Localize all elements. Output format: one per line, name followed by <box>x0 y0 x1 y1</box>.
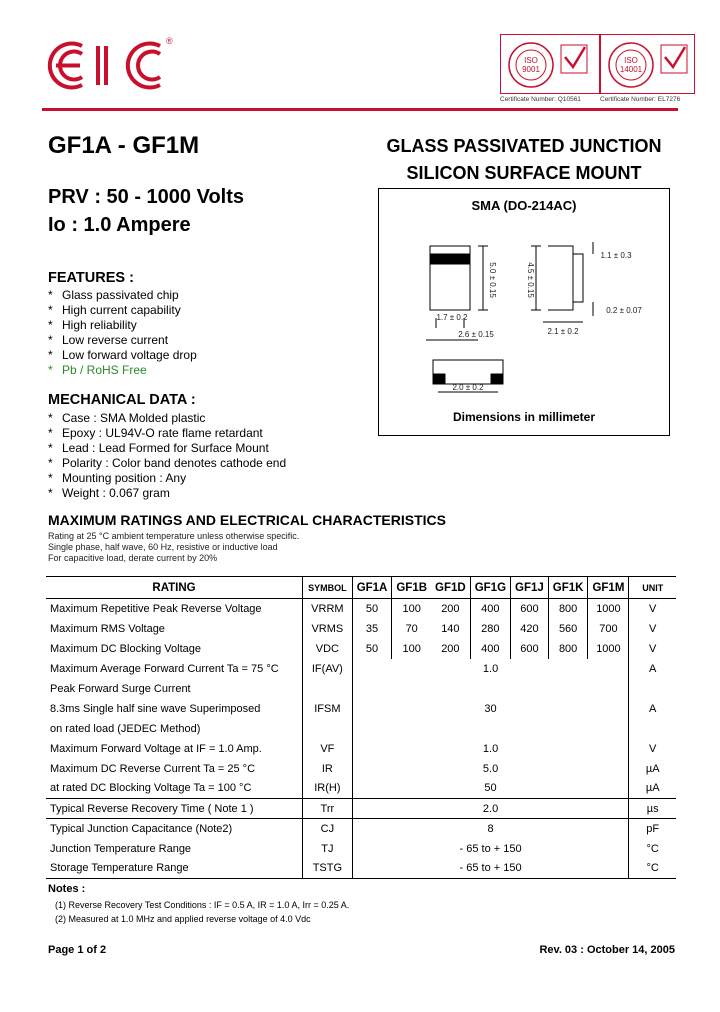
mechanical-list <box>48 411 286 501</box>
column-header: RATING <box>46 577 303 599</box>
list-item: * Weight : 0.067 gram <box>48 486 170 500</box>
list-item: * High current capability <box>48 303 181 317</box>
package-title: SMA (DO-214AC) <box>471 198 577 213</box>
note-item: (1) Reverse Recovery Test Conditions : IF = 0.5 A, IR = 1.0 A, Irr = 0.25 A. <box>55 900 350 910</box>
table-row: Typical Reverse Recovery Time ( Note 1 ) Trr 2.0 µs <box>46 799 676 819</box>
dim-label: 1.7 ± 0.2 <box>436 313 468 322</box>
table-row: Typical Junction Capacitance (Note2) CJ 8 pF <box>46 819 676 839</box>
dim-label: 5.0 ± 0.15 <box>488 262 497 298</box>
list-item: * Low forward voltage drop <box>48 348 197 362</box>
list-item: * Low reverse current <box>48 333 169 347</box>
condition-line: For capacitive load, derate current by 20% <box>48 553 218 563</box>
column-header: GF1J <box>511 577 549 599</box>
iso9001-cert-badge <box>500 34 600 94</box>
column-header: GF1K <box>548 577 588 599</box>
column-header: GF1A <box>352 577 392 599</box>
subtitle-line1: GLASS PASSIVATED JUNCTION <box>386 136 662 156</box>
condition-line: Single phase, half wave, 60 Hz, resistive or inductive load <box>48 542 278 552</box>
features-list <box>48 288 197 378</box>
column-header: GF1B <box>392 577 431 599</box>
table-row: Maximum Average Forward Current Ta = 75 °C IF(AV) 1.0 A <box>46 659 676 679</box>
dim-label: 2.6 ± 0.15 <box>458 330 494 339</box>
notes-heading: Notes : <box>48 883 86 895</box>
column-header: SYMBOL <box>303 577 353 599</box>
io-spec: Io : 1.0 Ampere <box>48 214 191 236</box>
table-row: Junction Temperature Range TJ - 65 to + 150 °C <box>46 839 676 859</box>
dim-label: 2.0 ± 0.2 <box>452 383 484 392</box>
subtitle-line2: SILICON SURFACE MOUNT <box>406 163 642 183</box>
svg-text:ISO: ISO <box>524 56 538 65</box>
cathode-band <box>430 254 470 264</box>
part-title: GF1A - GF1M <box>48 132 200 159</box>
svg-text:ISO: ISO <box>624 56 638 65</box>
column-header: GF1M <box>588 577 629 599</box>
notes-list <box>55 898 349 926</box>
list-item: * Glass passivated chip <box>48 288 179 302</box>
revision-date: Rev. 03 : October 14, 2005 <box>539 944 675 956</box>
note-item: (2) Measured at 1.0 MHz and applied reverse voltage of 4.0 Vdc <box>55 914 311 924</box>
mechanical-heading: MECHANICAL DATA : <box>48 392 196 408</box>
svg-text:14001: 14001 <box>619 65 643 74</box>
header-divider <box>42 108 678 111</box>
list-item: * Pb / RoHS Free <box>48 363 147 377</box>
prv-spec: PRV : 50 - 1000 Volts <box>48 186 245 208</box>
ratings-heading: MAXIMUM RATINGS AND ELECTRICAL CHARACTERISTICS <box>48 512 446 528</box>
dim-label: 1.1 ± 0.3 <box>600 251 632 260</box>
list-item: * Epoxy : UL94V-O rate flame retardant <box>48 426 263 440</box>
table-row: at rated DC Blocking Voltage Ta = 100 °C IR(H) 50 µA <box>46 779 676 799</box>
registered-mark: ® <box>166 36 173 46</box>
dimensions-note: Dimensions in millimeter <box>452 410 596 424</box>
list-item: * Polarity : Color band denotes cathode end <box>48 456 287 470</box>
table-row: 8.3ms Single half sine wave Superimposed <box>50 702 261 715</box>
table-row: on rated load (JEDEC Method) <box>50 722 201 735</box>
cert1-number: Certificate Number: Q10561 <box>500 96 581 103</box>
package-drawing <box>378 220 670 405</box>
list-item: * Case : SMA Molded plastic <box>48 411 206 425</box>
table-row: Maximum DC Blocking Voltage VDC 50 100 200 400 600 800 1000 V <box>46 639 676 659</box>
dim-label: 0.2 ± 0.07 <box>606 306 642 315</box>
eic-logo <box>42 38 167 93</box>
table-row: Storage Temperature Range TSTG - 65 to + 150 °C <box>46 859 676 879</box>
column-header: UNIT <box>629 577 676 599</box>
ratings-table <box>46 576 676 879</box>
column-header: GF1D <box>431 577 470 599</box>
table-row: Maximum Forward Voltage at IF = 1.0 Amp. VF 1.0 V <box>46 739 676 759</box>
features-heading: FEATURES : <box>48 270 134 286</box>
dim-label: 4.5 ± 0.15 <box>526 262 535 298</box>
iso14001-seal-icon <box>601 35 696 95</box>
list-item: * Lead : Lead Formed for Surface Mount <box>48 441 269 455</box>
table-row: Peak Forward Surge Current IFSM 30 A <box>46 679 676 699</box>
condition-line: Rating at 25 °C ambient temperature unless otherwise specific. <box>48 531 300 541</box>
iso14001-cert-badge <box>600 34 695 94</box>
table-row: Maximum Repetitive Peak Reverse Voltage VRRM 50 100 200 400 600 800 1000 V <box>46 599 676 619</box>
table-row: Maximum RMS Voltage VRMS 35 70 140 280 420 560 700 V <box>46 619 676 639</box>
cert2-number: Certificate Number: EL7276 <box>600 96 681 103</box>
column-header: GF1G <box>470 577 510 599</box>
svg-text:9001: 9001 <box>522 65 540 74</box>
list-item: * Mounting position : Any <box>48 471 187 485</box>
page-number: Page 1 of 2 <box>48 944 107 956</box>
dim-label: 2.1 ± 0.2 <box>547 327 579 336</box>
table-row: Maximum DC Reverse Current Ta = 25 °C IR 5.0 µA <box>46 759 676 779</box>
list-item: * High reliability <box>48 318 137 332</box>
table-header-row <box>46 577 676 599</box>
iso9001-seal-icon <box>501 35 601 95</box>
